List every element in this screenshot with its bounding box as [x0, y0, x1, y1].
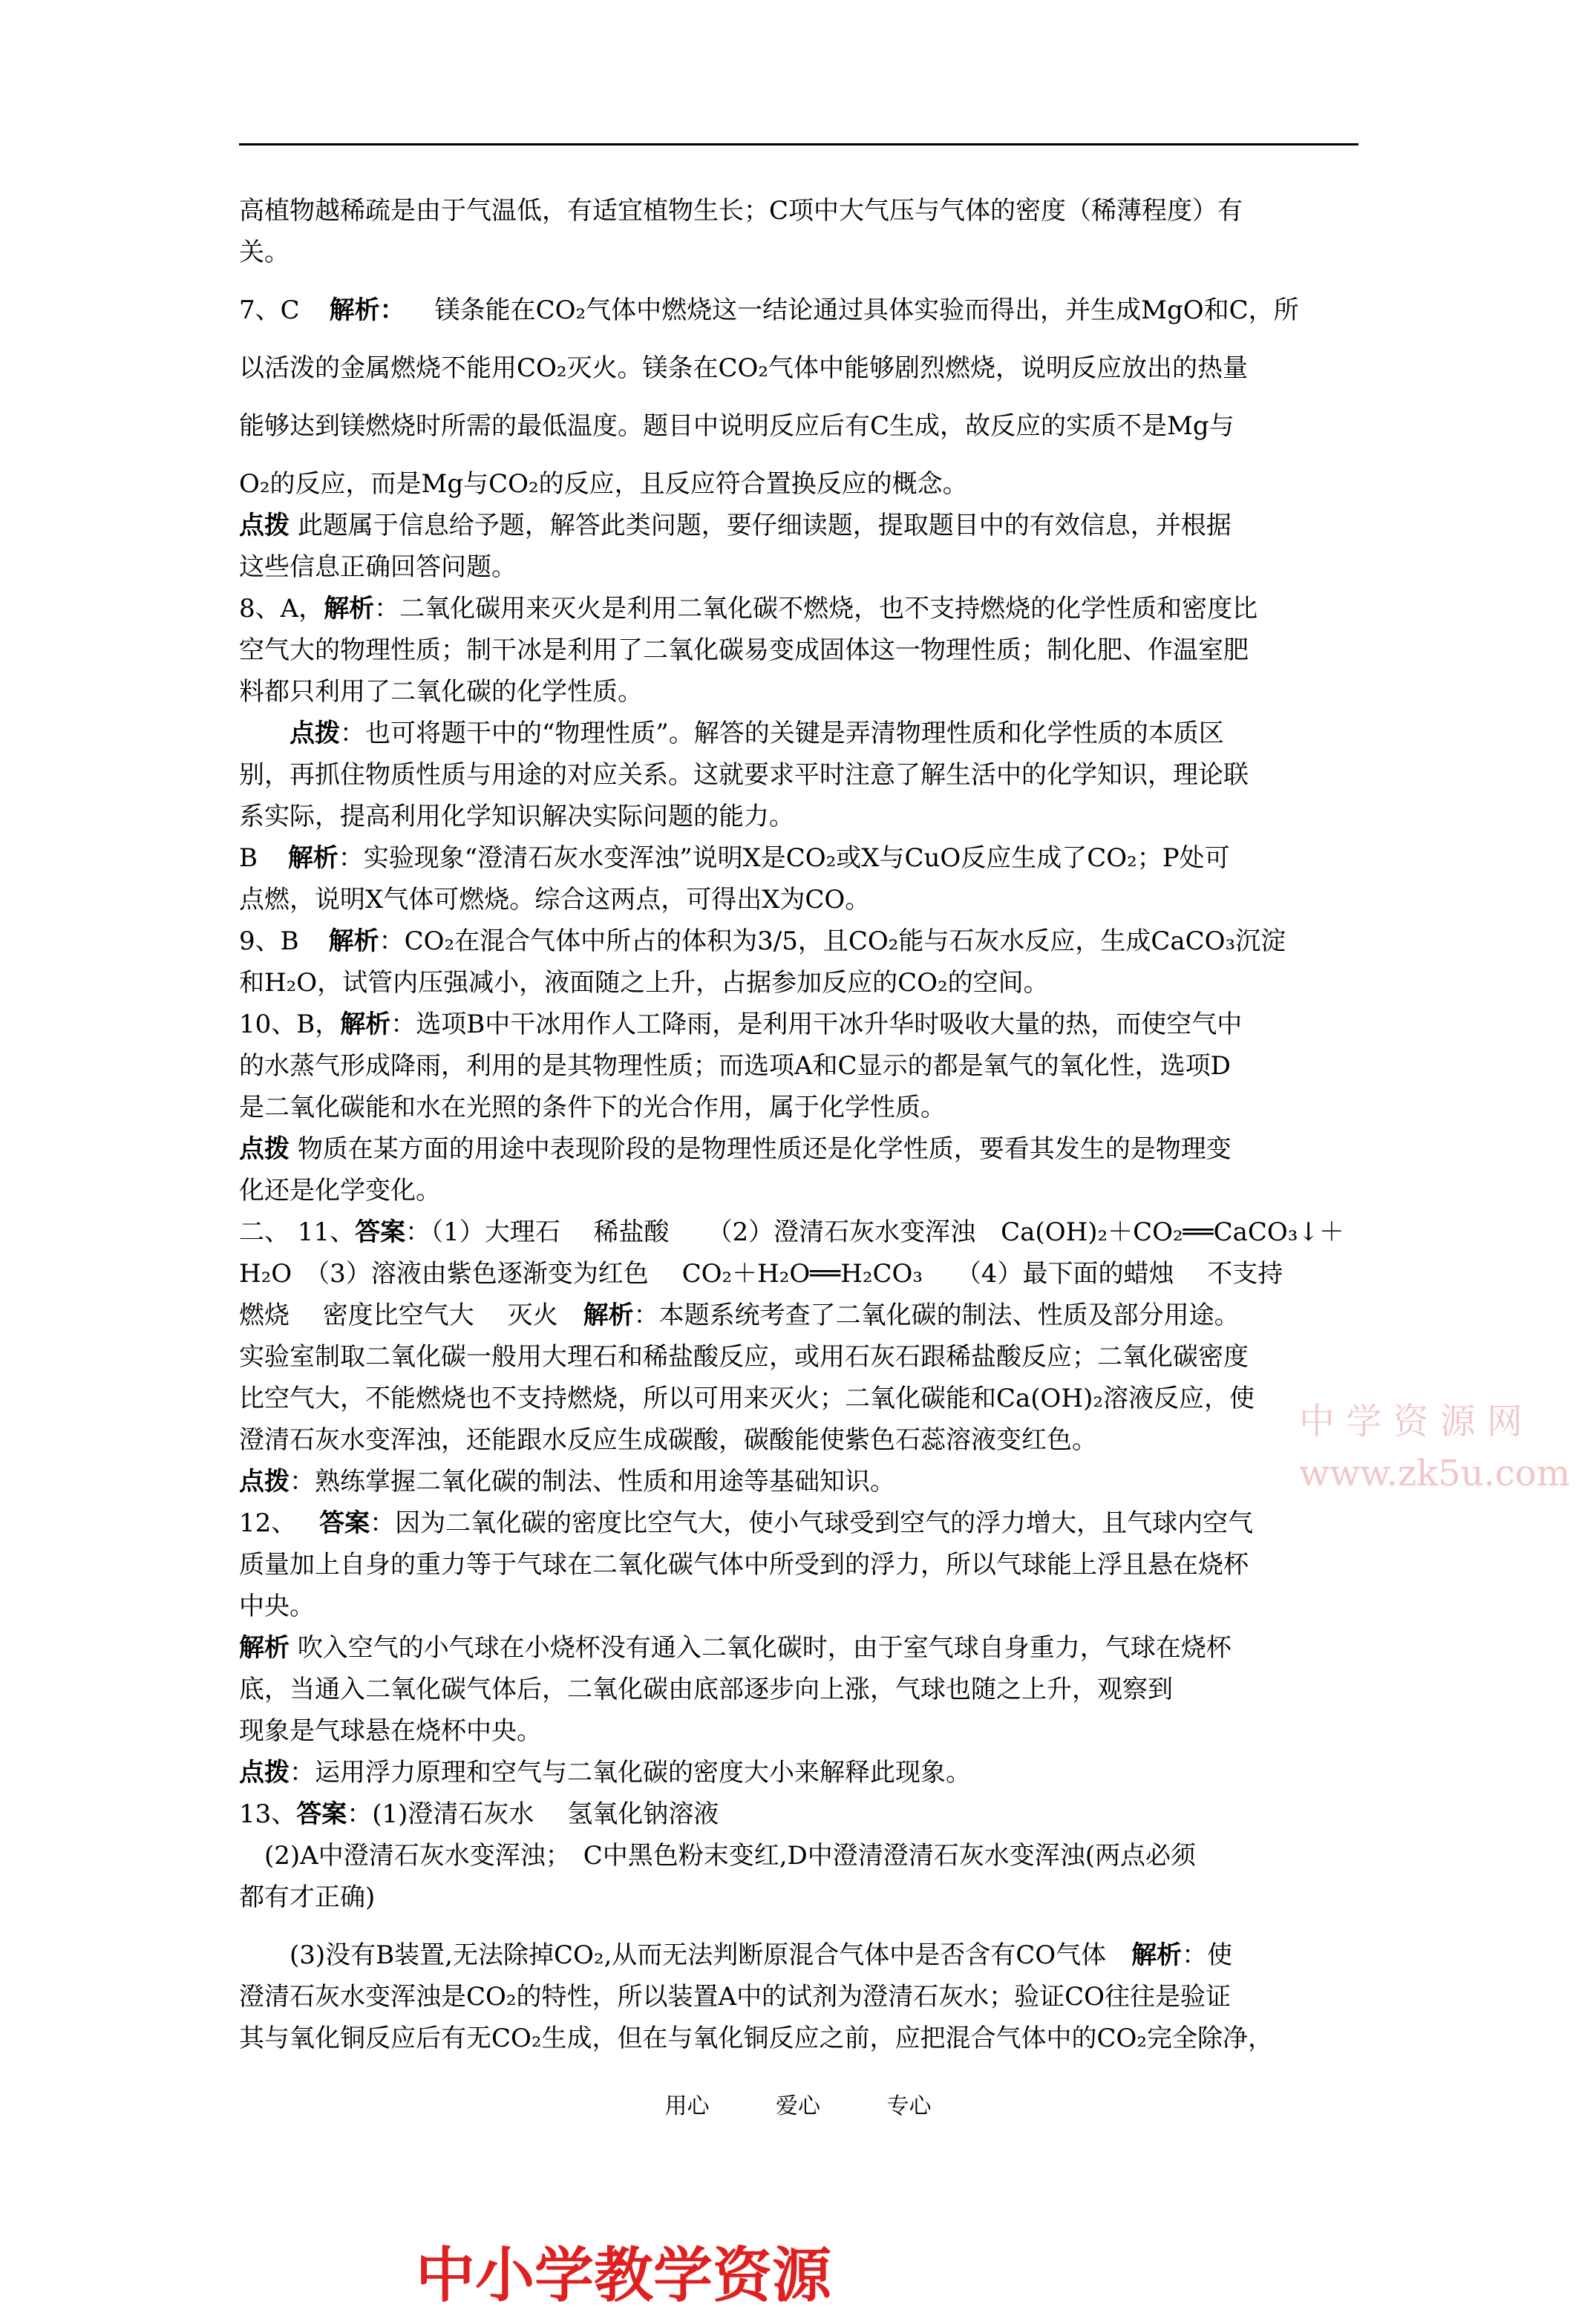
- tip-line: 点拨 物质在某方面的用途中表现阶段的是物理性质还是化学性质，要看其发生的是物理变: [239, 1134, 1232, 1164]
- line: 料都只利用了二氧化碳的化学性质。: [239, 677, 643, 707]
- q12-line: 12、 答案：因为二氧化碳的密度比空气大，使小气球受到空气的浮力增大，且气球内空气: [239, 1508, 1254, 1538]
- line: 澄清石灰水变浑浊，还能跟水反应生成碳酸，碳酸能使紫色石蕊溶液变红色。: [239, 1425, 1097, 1455]
- q10-line: 10、B，解析：选项B中干冰用作人工降雨，是利用干冰升华时吸收大量的热，而使空气中: [239, 1010, 1243, 1039]
- line: 质量加上自身的重力等于气球在二氧化碳气体中所受到的浮力，所以气球能上浮且悬在烧杯: [239, 1550, 1249, 1580]
- line: 中央。: [239, 1592, 315, 1621]
- watermark-line: 中 学 资 源 网: [1299, 1401, 1523, 1442]
- banner-logo: 中小学教学资源: [416, 2240, 831, 2310]
- line: 关。: [239, 238, 290, 267]
- line: 比空气大，不能燃烧也不支持燃烧，所以可用来灭火；二氧化碳能和Ca(OH)₂溶液反应，使: [239, 1384, 1255, 1413]
- line: 能够达到镁燃烧时所需的最低温度。题目中说明反应后有C生成，故反应的实质不是Mg与: [239, 411, 1234, 441]
- line: 的水蒸气形成降雨，利用的是其物理性质；而选项A和C显示的都是氧气的氧化性，选项D: [239, 1051, 1231, 1081]
- line: 化还是化学变化。: [239, 1176, 441, 1206]
- line: 都有才正确): [239, 1882, 376, 1912]
- q7-line: 7、C 解析： 镁条能在CO₂气体中燃烧这一结论通过具体实验而得出，并生成MgO和C，所: [239, 295, 1299, 325]
- footer-text: 用心: [664, 2093, 710, 2119]
- q11-line: 燃烧 密度比空气大 灭火 解析：本题系统考查了二氧化碳的制法、性质及部分用途。: [239, 1301, 1240, 1330]
- watermark: [1299, 1396, 1596, 1499]
- footer-text: 爱心: [776, 2093, 820, 2119]
- line: 别，再抓住物质性质与用途的对应关系。这就要求平时注意了解生活中的化学知识，理论联: [239, 760, 1249, 790]
- tip-line: 点拨：也可将题干中的“物理性质”。解答的关键是弄清物理性质和化学性质的本质区: [290, 719, 1224, 748]
- line: (2)A中澄清石灰水变浑浊； C中黑色粉末变红,D中澄清澄清石灰水变浑浊(两点必须: [264, 1841, 1197, 1871]
- line: 是二氧化碳能和水在光照的条件下的光合作用，属于化学性质。: [239, 1093, 946, 1122]
- line: 点燃，说明X气体可燃烧。综合这两点，可得出X为CO。: [239, 885, 871, 915]
- q9-line: 9、B 解析：CO₂在混合气体中所占的体积为3/5，且CO₂能与石灰水反应，生成CaCO₃沉淀: [239, 926, 1286, 956]
- tip-line: 点拨 此题属于信息给予题，解答此类问题，要仔细读题，提取题目中的有效信息，并根据: [239, 511, 1232, 540]
- q8-line: 8、A，解析：二氧化碳用来灭火是利用二氧化碳不燃烧，也不支持燃烧的化学性质和密度比: [239, 594, 1258, 624]
- watermark-line: www.zk5u.com: [1299, 1453, 1571, 1494]
- document-body: [239, 190, 1358, 2059]
- tip-line: 点拨：熟练掌握二氧化碳的制法、性质和用途等基础知识。: [239, 1467, 895, 1496]
- line: 现象是气球悬在烧杯中央。: [239, 1716, 542, 1746]
- q13-line: 13、答案：(1)澄清石灰水 氢氧化钠溶液: [239, 1799, 719, 1829]
- line: 这些信息正确回答问题。: [239, 552, 517, 582]
- line: 以活泼的金属燃烧不能用CO₂灭火。镁条在CO₂气体中能够剧烈燃烧，说明反应放出的热量: [239, 353, 1249, 383]
- line: O₂的反应，而是Mg与CO₂的反应，且反应符合置换反应的概念。: [239, 469, 968, 499]
- q11-line: 二、 11、答案：（1）大理石 稀盐酸 （2）澄清石灰水变浑浊 Ca(OH)₂＋CO₂══CaCO₃↓＋: [239, 1217, 1344, 1247]
- q13-line: (3)没有B装置,无法除掉CO₂,从而无法判断原混合气体中是否含有CO气体 解析：使: [290, 1940, 1233, 1970]
- line: 空气大的物理性质；制干冰是利用了二氧化碳易变成固体这一物理性质；制化肥、作温室肥: [239, 635, 1249, 665]
- line: 系实际，提高利用化学知识解决实际问题的能力。: [239, 802, 794, 831]
- line: 实验室制取二氧化碳一般用大理石和稀盐酸反应，或用石灰石跟稀盐酸反应；二氧化碳密度: [239, 1342, 1249, 1372]
- line: H₂O （3）溶液由紫色逐渐变为红色 CO₂＋H₂O══H₂CO₃ （4）最下面的蜡烛 不支持: [239, 1259, 1283, 1289]
- footer-text: 专心: [886, 2093, 932, 2119]
- q12-line: 解析 吹入空气的小气球在小烧杯没有通入二氧化碳时，由于室气球自身重力，气球在烧杯: [239, 1633, 1232, 1663]
- line: 其与氧化铜反应后有无CO₂生成，但在与氧化铜反应之前，应把混合气体中的CO₂完全除净，: [239, 2024, 1274, 2053]
- qB-line: B 解析：实验现象“澄清石灰水变浑浊”说明X是CO₂或X与CuO反应生成了CO₂；P处可: [239, 843, 1230, 873]
- header-rule: [239, 143, 1358, 145]
- line: 和H₂O，试管内压强减小，液面随之上升，占据参加反应的CO₂的空间。: [239, 968, 1049, 998]
- line: 高植物越稀疏是由于气温低，有适宜植物生长；C项中大气压与气体的密度（稀薄程度）有: [239, 196, 1243, 226]
- page-footer: [0, 2087, 1596, 2120]
- line: 澄清石灰水变浑浊是CO₂的特性，所以装置A中的试剂为澄清石灰水；验证CO往往是验证: [239, 1982, 1231, 2012]
- line: 底，当通入二氧化碳气体后，二氧化碳由底部逐步向上涨，气球也随之上升，观察到: [239, 1675, 1173, 1704]
- tip-line: 点拨：运用浮力原理和空气与二氧化碳的密度大小来解释此现象。: [239, 1758, 971, 1787]
